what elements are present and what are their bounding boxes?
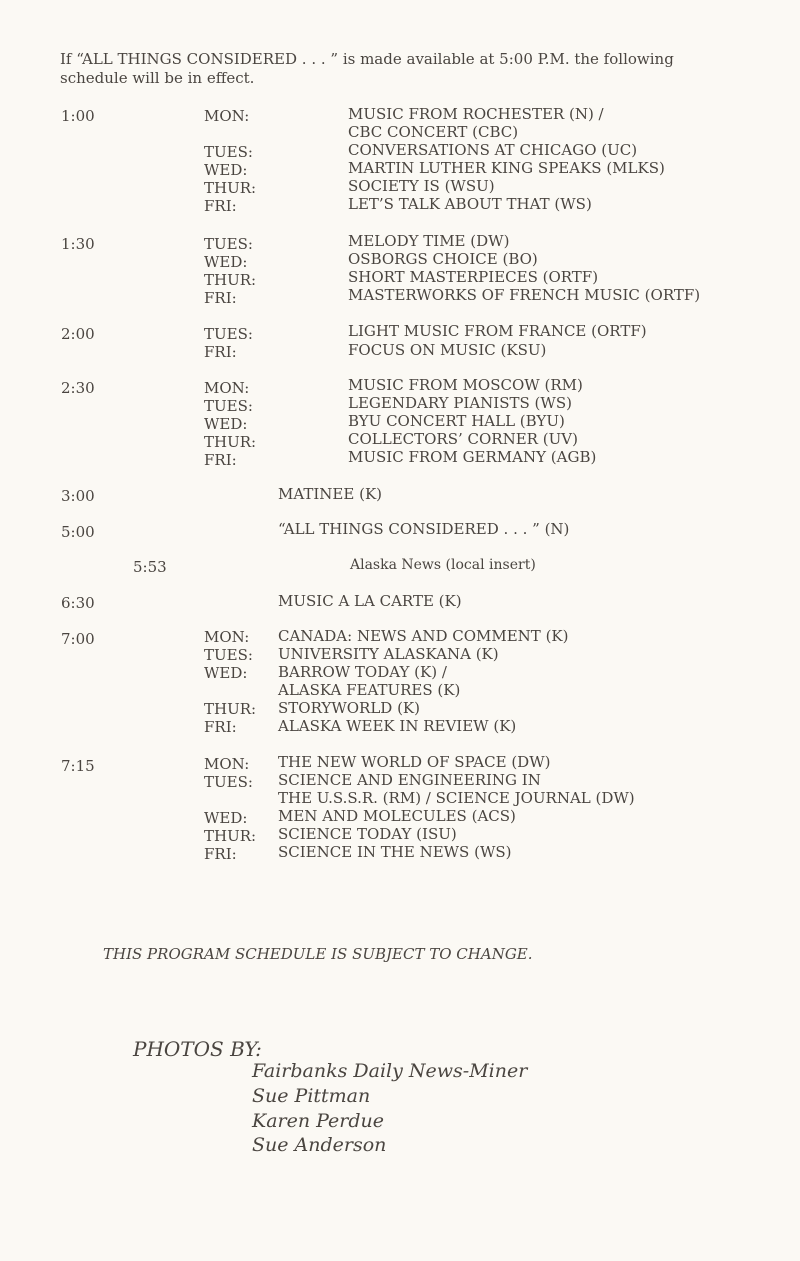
day-label: TUES:	[204, 235, 253, 253]
program-entry: LEGENDARY PIANISTS (WS)	[348, 394, 572, 412]
program-entry: SCIENCE AND ENGINEERING IN	[278, 771, 541, 789]
day-label: MON:	[204, 628, 250, 646]
program-entry: LET’S TALK ABOUT THAT (WS)	[348, 195, 592, 213]
day-label: TUES:	[204, 397, 253, 415]
day-label: WED:	[204, 161, 248, 179]
time-1-00: 1:00	[61, 107, 95, 125]
program-entry: STORYWORLD (K)	[278, 699, 420, 717]
program-entry: MUSIC FROM GERMANY (AGB)	[348, 448, 597, 466]
time-6-30: 6:30	[61, 594, 95, 612]
program-entry: “ALL THINGS CONSIDERED . . . ” (N)	[278, 520, 570, 538]
day-label: WED:	[204, 664, 248, 682]
time-7-00: 7:00	[61, 630, 95, 648]
time-5-00: 5:00	[61, 523, 95, 541]
program-entry: CONVERSATIONS AT CHICAGO (UC)	[348, 141, 638, 159]
program-entry: MELODY TIME (DW)	[348, 232, 510, 250]
intro-text: If “ALL THINGS CONSIDERED . . . ” is made available at 5:00 P.M. the following schedule will be in effect.	[60, 50, 674, 87]
time-2-00: 2:00	[61, 325, 95, 343]
program-entry: BARROW TODAY (K) /	[278, 663, 447, 681]
program-entry: SOCIETY IS (WSU)	[348, 177, 495, 195]
day-label: THUR:	[204, 433, 257, 451]
program-entry: COLLECTORS’ CORNER (UV)	[348, 430, 578, 448]
program-entry: MUSIC FROM MOSCOW (RM)	[348, 376, 583, 394]
photo-credit: Sue Anderson	[252, 1134, 387, 1156]
program-entry: FOCUS ON MUSIC (KSU)	[348, 341, 547, 359]
program-entry: CANADA: NEWS AND COMMENT (K)	[278, 627, 569, 645]
program-entry: MUSIC A LA CARTE (K)	[278, 592, 462, 610]
photo-credit: Sue Pittman	[252, 1085, 371, 1107]
day-label: WED:	[204, 253, 248, 271]
program-entry: LIGHT MUSIC FROM FRANCE (ORTF)	[348, 322, 647, 340]
day-label: MON:	[204, 379, 250, 397]
program-entry: SHORT MASTERPIECES (ORTF)	[348, 268, 599, 286]
day-label: FRI:	[204, 451, 237, 469]
day-label: TUES:	[204, 143, 253, 161]
day-label: MON:	[204, 107, 250, 125]
photo-credit: Fairbanks Daily News-Miner	[252, 1060, 528, 1082]
photo-credit: Karen Perdue	[252, 1110, 385, 1132]
program-entry: SCIENCE IN THE NEWS (WS)	[278, 843, 512, 861]
program-entry: ALASKA WEEK IN REVIEW (K)	[278, 717, 517, 735]
day-label: FRI:	[204, 845, 237, 863]
day-label: THUR:	[204, 700, 257, 718]
time-5-53: 5:53	[133, 558, 167, 576]
time-2-30: 2:30	[61, 379, 95, 397]
day-label: THUR:	[204, 271, 257, 289]
program-entry: THE NEW WORLD OF SPACE (DW)	[278, 753, 551, 771]
day-label: FRI:	[204, 197, 237, 215]
time-3-00: 3:00	[61, 487, 95, 505]
program-entry: MUSIC FROM ROCHESTER (N) /	[348, 105, 604, 123]
program-entry: ALASKA FEATURES (K)	[278, 681, 461, 699]
program-entry: MASTERWORKS OF FRENCH MUSIC (ORTF)	[348, 286, 701, 304]
program-entry: Alaska News (local insert)	[350, 557, 536, 573]
program-entry: MARTIN LUTHER KING SPEAKS (MLKS)	[348, 159, 665, 177]
day-label: FRI:	[204, 718, 237, 736]
day-label: TUES:	[204, 325, 253, 343]
time-7-15: 7:15	[61, 757, 95, 775]
day-label: TUES:	[204, 646, 253, 664]
program-entry: THE U.S.S.R. (RM) / SCIENCE JOURNAL (DW)	[278, 789, 635, 807]
program-entry: MEN AND MOLECULES (ACS)	[278, 807, 516, 825]
day-label: FRI:	[204, 343, 237, 361]
program-entry: BYU CONCERT HALL (BYU)	[348, 412, 565, 430]
program-entry: UNIVERSITY ALASKANA (K)	[278, 645, 499, 663]
photos-heading: PHOTOS BY:	[133, 1037, 262, 1061]
day-label: THUR:	[204, 179, 257, 197]
time-1-30: 1:30	[61, 235, 95, 253]
day-label: WED:	[204, 809, 248, 827]
program-entry: SCIENCE TODAY (ISU)	[278, 825, 457, 843]
program-entry: OSBORGS CHOICE (BO)	[348, 250, 538, 268]
day-label: FRI:	[204, 289, 237, 307]
program-entry: MATINEE (K)	[278, 485, 383, 503]
day-label: TUES:	[204, 773, 253, 791]
day-label: MON:	[204, 755, 250, 773]
day-label: WED:	[204, 415, 248, 433]
schedule-notice: THIS PROGRAM SCHEDULE IS SUBJECT TO CHANGE.	[103, 945, 533, 963]
day-label: THUR:	[204, 827, 257, 845]
program-entry: CBC CONCERT (CBC)	[348, 123, 519, 141]
